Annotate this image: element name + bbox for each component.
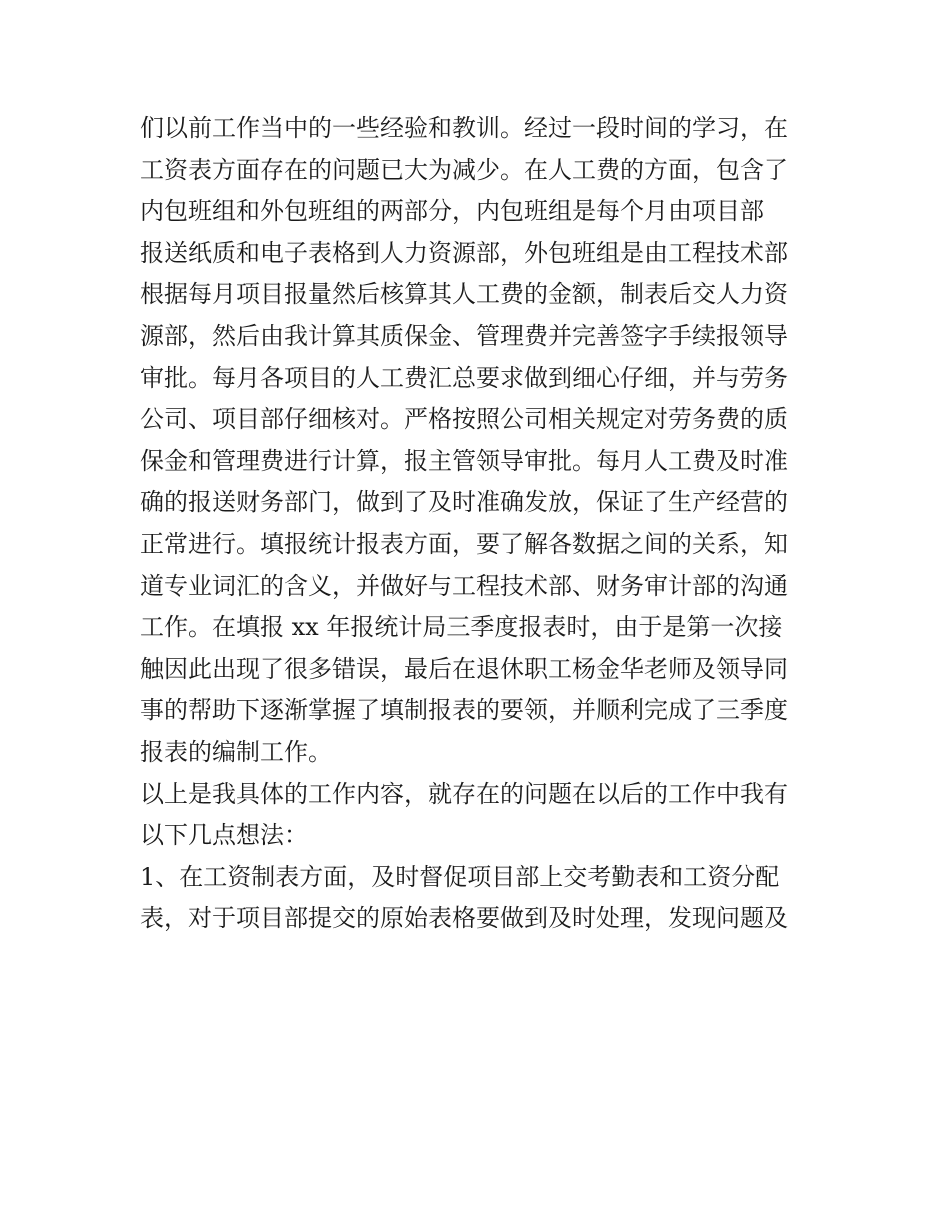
text-line: 1、在工资制表方面，及时督促项目部上交考勤表和工资分配 xyxy=(140,862,780,891)
text-line: 工资表方面存在的问题已大为减少。在人工费的方面，包含了 xyxy=(140,155,788,184)
body-text xyxy=(140,108,820,940)
text-line: 表，对于项目部提交的原始表格要做到及时处理，发现问题及 xyxy=(140,904,788,933)
text-line: 确的报送财务部门，做到了及时准确发放，保证了生产经营的 xyxy=(140,488,788,517)
text-line: 正常进行。填报统计报表方面，要了解各数据之间的关系，知 xyxy=(140,529,788,558)
text-line: 们以前工作当中的一些经验和教训。经过一段时间的学习，在 xyxy=(140,114,788,142)
text-line: 内包班组和外包班组的两部分，内包班组是每个月由项目部 xyxy=(140,197,764,226)
text-line: 保金和管理费进行计算，报主管领导审批。每月人工费及时准 xyxy=(140,446,788,475)
text-line: 事的帮助下逐渐掌握了填制报表的要领，并顺利完成了三季度 xyxy=(140,696,788,725)
text-line: 源部，然后由我计算其质保金、管理费并完善签字手续报领导 xyxy=(140,321,788,350)
text-line: 报送纸质和电子表格到人力资源部，外包班组是由工程技术部 xyxy=(140,238,788,267)
text-line: 以下几点想法： xyxy=(140,821,308,850)
text-line: 以上是我具体的工作内容，就存在的问题在以后的工作中我有 xyxy=(140,779,788,808)
text-line: 根据每月项目报量然后核算其人工费的金额，制表后交人力资 xyxy=(140,280,788,309)
text-line: 工作。在填报 xx 年报统计局三季度报表时，由于是第一次接 xyxy=(140,613,783,642)
text-line: 道专业词汇的含义，并做好与工程技术部、财务审计部的沟通 xyxy=(140,571,788,600)
text-line: 报表的编制工作。 xyxy=(140,737,332,766)
text-line: 公司、项目部仔细核对。严格按照公司相关规定对劳务费的质 xyxy=(140,405,788,434)
text-line: 审批。每月各项目的人工费汇总要求做到细心仔细，并与劳务 xyxy=(140,363,788,392)
text-line: 触因此出现了很多错误，最后在退休职工杨金华老师及领导同 xyxy=(140,654,788,683)
